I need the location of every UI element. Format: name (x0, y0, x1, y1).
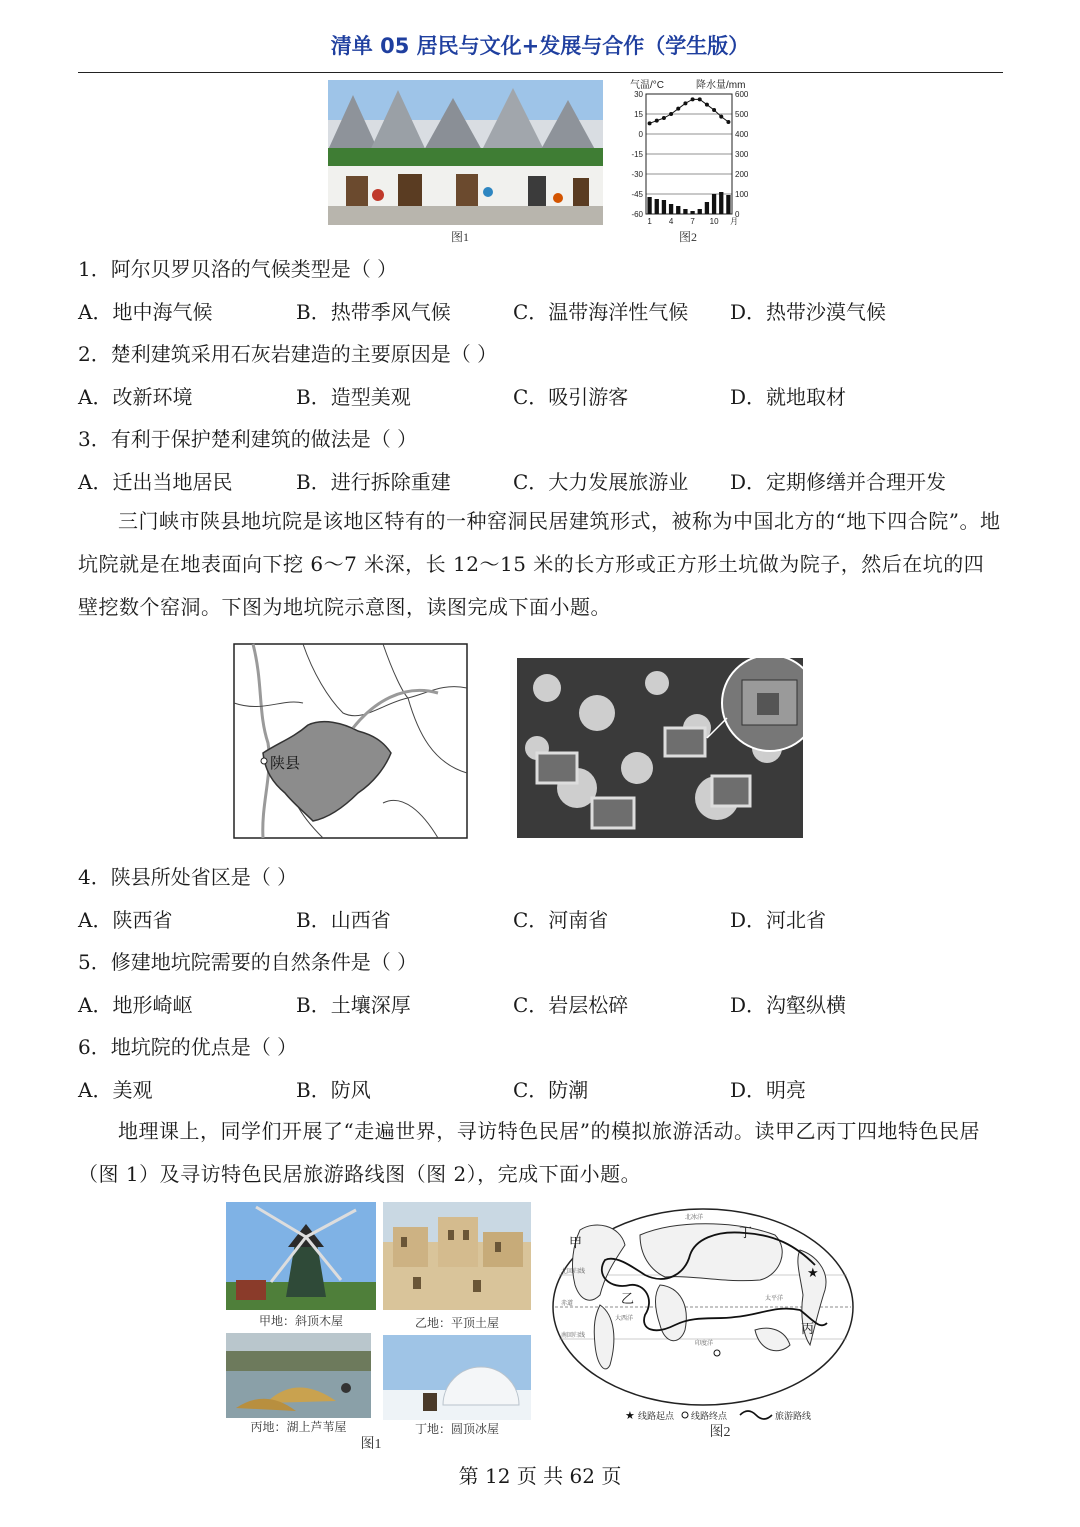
right-tick-label: 300 (735, 150, 749, 159)
precip-bar (669, 204, 673, 214)
question-option: A．迁出当地居民 (78, 470, 233, 494)
question-stem: 3．有利于保护楚利建筑的做法是（ ） (78, 427, 418, 451)
temperature-point (655, 119, 659, 123)
temperature-point (669, 112, 673, 116)
photo-jia-windmill (226, 1202, 376, 1310)
temperature-point (662, 116, 666, 120)
left-tick-label: 0 (638, 130, 643, 139)
legend-start: 线路起点 (638, 1411, 675, 1421)
question-option: A．美观 (78, 1078, 153, 1102)
left-axis-label: 气温/°C (630, 80, 664, 91)
fig2-caption-b: 图2 (709, 1425, 731, 1440)
temperature-point (676, 107, 680, 111)
question-option: D．沟壑纵横 (730, 993, 847, 1017)
map-label-yi: 乙 (621, 1291, 635, 1306)
left-tick-label: -30 (631, 170, 643, 179)
month-label: 月 (730, 217, 738, 226)
caption-ding: 丁地：圆顶冰屋 (414, 1422, 499, 1436)
temperature-point (648, 121, 652, 125)
temperature-point (683, 101, 687, 105)
map-small-label-atlantic: 大西洋 (615, 1316, 634, 1322)
header-divider (78, 72, 1003, 73)
precip-bar (719, 192, 723, 214)
right-tick-label: 0 (735, 210, 740, 219)
caption-jia: 甲地：斜顶木屋 (258, 1314, 343, 1328)
fig1-caption-b: 图1 (360, 1437, 382, 1452)
map-small-label-tropic-n: 北回归线 (561, 1269, 586, 1275)
temperature-point (712, 108, 716, 112)
climate-chart (620, 76, 760, 231)
legend-end: 线路终点 (691, 1411, 728, 1421)
map-label-ding: 丁 (739, 1225, 753, 1240)
question-option: D．河北省 (730, 908, 827, 932)
question-option: C．大力发展旅游业 (513, 470, 689, 494)
precip-bar (655, 199, 659, 214)
left-tick-label: -45 (631, 190, 643, 199)
question-stem: 4．陕县所处省区是（ ） (78, 865, 298, 889)
precip-bar (690, 211, 694, 214)
right-tick-label: 100 (735, 190, 749, 199)
county-label: 陕县 (270, 755, 301, 772)
precip-bar (726, 195, 730, 214)
x-tick-label: 7 (690, 217, 695, 226)
question-option: B．造型美观 (296, 385, 411, 409)
temperature-point (705, 103, 709, 107)
question-option: A．地中海气候 (78, 300, 213, 324)
question-option: C．河南省 (513, 908, 609, 932)
map-label-bing: 丙 (801, 1321, 815, 1336)
photo-ding-igloo (383, 1335, 531, 1420)
map-small-label-equator: 赤道 (561, 1301, 574, 1307)
legend-star-icon: ★ (625, 1410, 635, 1422)
fig1-caption: 图1 (450, 230, 469, 244)
temperature-point (698, 97, 702, 101)
question-option: C．防潮 (513, 1078, 589, 1102)
question-stem: 6．地坑院的优点是（ ） (78, 1035, 298, 1059)
question-option: D．就地取材 (730, 385, 847, 409)
right-tick-label: 400 (735, 130, 749, 139)
question-option: B．进行拆除重建 (296, 470, 451, 494)
temperature-point (719, 115, 723, 119)
photo-bing-reed-house (226, 1333, 371, 1418)
precip-bar (676, 206, 680, 214)
right-tick-label: 200 (735, 170, 749, 179)
legend-route: 旅游路线 (775, 1411, 812, 1421)
map-small-label-tropic-s: 南回归线 (561, 1333, 586, 1339)
precip-bar (662, 200, 666, 214)
caption-bing: 丙地：湖上芦苇屋 (250, 1420, 347, 1434)
x-tick-label: 1 (647, 217, 652, 226)
question-option: C．吸引游客 (513, 385, 629, 409)
map-small-label-pacific: 太平洋 (765, 1296, 784, 1302)
temperature-point (726, 120, 730, 124)
question-option: C．岩层松碎 (513, 993, 629, 1017)
question-stem: 1．阿尔贝罗贝洛的气候类型是（ ） (78, 257, 398, 281)
question-option: A．改新环境 (78, 385, 193, 409)
question-option: D．定期修缮并合理开发 (730, 470, 947, 494)
passage-dikengyuan: 三门峡市陕县地坑院是该地区特有的一种窑洞民居建筑形式，被称为中国北方的“地下四合院”。地坑院就是在地表面向下挖 6～7 米深，长 12～15 米的长方形或正方形土坑做为院子，然后在坑的四壁挖数个窑洞。下图为地坑院示意图，读图完成下面小题。 (78, 509, 1001, 619)
legend-circle-icon (682, 1412, 688, 1418)
fig2-caption: 图2 (678, 230, 697, 244)
right-axis-label: 降水量/mm (696, 80, 746, 91)
question-option: B．热带季风气候 (296, 300, 451, 324)
precip-bar (647, 197, 651, 214)
precip-bar (698, 209, 702, 214)
route-start-star-icon: ★ (807, 1265, 819, 1280)
map-small-label-arctic: 北冰洋 (685, 1215, 704, 1221)
x-tick-label: 4 (668, 217, 674, 226)
dikengyuan-aerial-photo (517, 658, 803, 838)
question-option: A．陕西省 (78, 908, 173, 932)
map-label-jia: 甲 (569, 1235, 583, 1250)
question-option: B．山西省 (296, 908, 391, 932)
photo-yi-flat-roof (383, 1202, 531, 1310)
question-option: A．地形崎岖 (78, 993, 193, 1017)
precip-bar (705, 202, 709, 214)
route-end-circle-icon (714, 1350, 720, 1356)
question-option: D．热带沙漠气候 (730, 300, 887, 324)
legend-route-icon (740, 1411, 772, 1419)
left-tick-label: 15 (634, 110, 643, 119)
precip-bar (712, 194, 716, 214)
question-option: D．明亮 (730, 1078, 807, 1102)
trulli-photo (328, 80, 603, 225)
left-tick-label: 30 (634, 90, 643, 99)
question-stem: 5．修建地坑院需要的自然条件是（ ） (78, 950, 418, 974)
passage-minju: 地理课上，同学们开展了“走遍世界，寻访特色民居”的模拟旅游活动。读甲乙丙丁四地特色民居（图 1）及寻访特色民居旅游路线图（图 2），完成下面小题。 (78, 1119, 980, 1186)
temperature-point (691, 97, 695, 101)
page-title: 清单 05 居民与文化+发展与合作（学生版） (330, 34, 750, 58)
question-option: B．防风 (296, 1078, 371, 1102)
right-tick-label: 500 (735, 110, 749, 119)
precip-bar (683, 209, 687, 214)
shanxian-map (233, 643, 468, 839)
left-tick-label: -15 (631, 150, 643, 159)
question-option: B．土壤深厚 (296, 993, 411, 1017)
question-stem: 2．楚利建筑采用石灰岩建造的主要原因是（ ） (78, 342, 498, 366)
left-tick-label: -60 (631, 210, 643, 219)
right-tick-label: 600 (735, 90, 749, 99)
x-tick-label: 10 (709, 217, 719, 226)
caption-yi: 乙地：平顶土屋 (414, 1316, 499, 1330)
world-route-map (545, 1205, 865, 1433)
page-number: 第 12 页 共 62 页 (458, 1464, 622, 1488)
question-option: C．温带海洋性气候 (513, 300, 689, 324)
map-small-label-indian: 印度洋 (695, 1341, 714, 1347)
